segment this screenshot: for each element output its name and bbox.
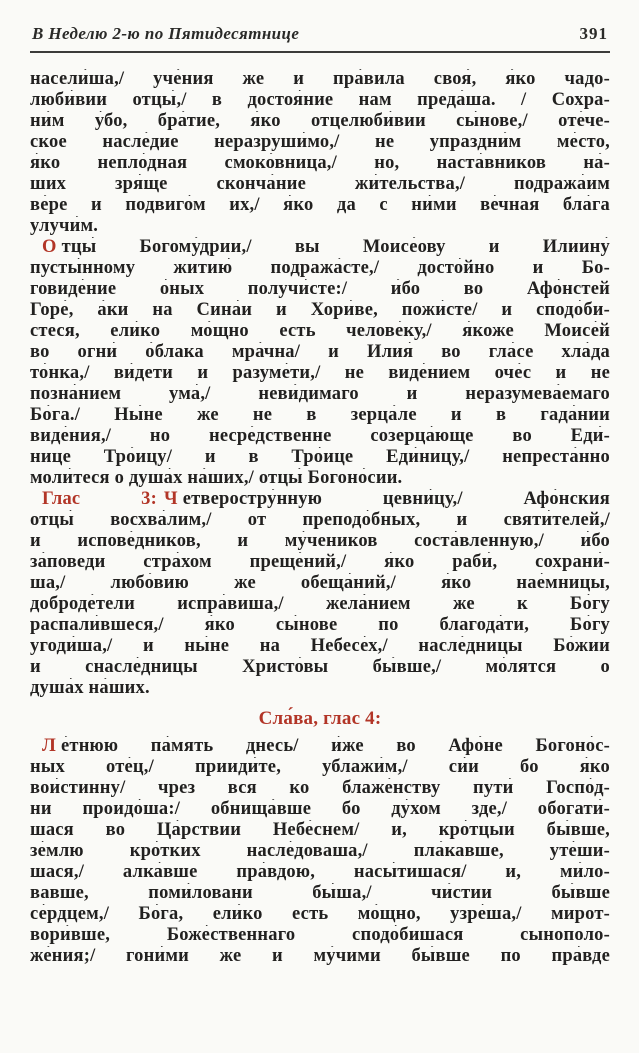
running-head bbox=[30, 24, 610, 44]
text-line: ни проидо́ша:/ обнища́вше бо ду́хом зде,/ обогати́- bbox=[30, 799, 610, 819]
text-line-content: етверостру́нную цевни́цу,/ Афо́нския bbox=[182, 489, 610, 509]
paragraph bbox=[30, 489, 610, 699]
text-line: ших зря́ще сконча́ние жи́тельства,/ подража́им bbox=[30, 174, 610, 194]
text-line: люби́вии отцы́,/ в достоя́ние нам преда́ша. / Сохра- bbox=[30, 90, 610, 110]
initial-letter: Л bbox=[42, 736, 56, 756]
section-heading: Сла́ва, глас 4: bbox=[258, 708, 382, 729]
text-line: нице Тро́ицу/ и в Тро́ице Еди́ницу,/ непреста́нно bbox=[30, 447, 610, 467]
liturgical-text bbox=[30, 69, 610, 967]
text-line: ных оте́ц,/ прииди́те, ублажи́м,/ си́и бо я́ко bbox=[30, 757, 610, 777]
text-line bbox=[30, 489, 610, 510]
text-line: Бо́га./ Ны́не же не в зерца́ле и в гада́нии bbox=[30, 405, 610, 425]
text-line: вори́вше, Боже́ственнаго сподо́бишася сынополо- bbox=[30, 925, 610, 945]
header-rule bbox=[30, 51, 610, 53]
text-line: виде́ния,/ но несре́дственне созерца́юще во Еди́- bbox=[30, 426, 610, 446]
text-line: ша,/ любо́вию же обеща́ний,/ я́ко нае́мницы, bbox=[30, 573, 610, 593]
text-line: шася,/ алка́вше пра́вдою, насы́тишася/ и, ми́ло- bbox=[30, 862, 610, 882]
initial-letter: Ч bbox=[163, 489, 178, 509]
text-line: насели́ша,/ уче́ния же и пра́вила своя́, я́ко чадо- bbox=[30, 69, 610, 89]
text-line: говиде́ние о́ных получи́сте:/ и́бо во Афо́нстей bbox=[30, 279, 610, 299]
text-line-content: е́тнюю па́мять днесь/ и́же во Афо́не Богоно́с- bbox=[61, 736, 610, 756]
text-line: распали́вшеся,/ я́ко сы́нове по благода́ти, Бо́гу bbox=[30, 615, 610, 635]
text-line: ве́ре и подвиго́м их,/ я́ко да с ни́ми ве́чная бла́га bbox=[30, 195, 610, 215]
text-line: и испове́дников, и му́чеников соста́вленную,/ и́бо bbox=[30, 531, 610, 551]
text-line: зе́млю кро́тких насле́доваша,/ пла́кавше, уте́ши- bbox=[30, 841, 610, 861]
text-line: вои́стинну/ чрез вся ко блаже́нству пути́ Госпо́д- bbox=[30, 778, 610, 798]
text-line bbox=[30, 237, 610, 258]
text-line: душа́х на́ших. bbox=[30, 678, 150, 698]
paragraph bbox=[30, 237, 610, 489]
text-line: Горе́, а́ки на Сина́и и Хори́ве, пожи́сте/ и сподо́би- bbox=[30, 300, 610, 320]
text-line: моли́теся о душа́х на́ших,/ отцы́ Богоно́сии. bbox=[30, 468, 403, 488]
page-number: 391 bbox=[579, 24, 608, 43]
text-line: же́ния;/ гони́ми же и му́чими бы́вше по пра́вде bbox=[30, 946, 610, 966]
text-line: отцы́ восхва́лим,/ от преподо́бных, и святи́телей,/ bbox=[30, 510, 610, 530]
paragraph bbox=[30, 69, 610, 237]
text-line: стеся, ели́ко мо́щно есть челове́ку,/ я́коже Моисе́й bbox=[30, 321, 610, 341]
text-line: доброде́тели испра́виша,/ жела́нием же к Бо́гу bbox=[30, 594, 610, 614]
text-line: ское насле́дие неразруши́мо,/ не упраздни́м ме́сто, bbox=[30, 132, 610, 152]
text-line: то́нка,/ ви́дети и разуме́ти,/ не виде́нием оче́с и не bbox=[30, 363, 610, 383]
glas-label: Глас 3: bbox=[42, 489, 157, 509]
running-head-title: В Неделю 2-ю по Пятидесятнице bbox=[32, 24, 300, 43]
text-line: я́ко непло́дная смоко́вница,/ но, наста́вников на́- bbox=[30, 153, 610, 173]
initial-letter: О bbox=[42, 237, 57, 257]
paragraph bbox=[30, 736, 610, 967]
text-line: угоди́ша,/ и ны́не на Небесе́х,/ насле́дницы Бо́жии bbox=[30, 636, 610, 656]
text-line: позна́нием ума́,/ неви́димаго и неразумева́емаго bbox=[30, 384, 610, 404]
text-line: вавше, поми́ловани бы́ша,/ чи́стии бы́вше bbox=[30, 883, 610, 903]
text-line: во огни́ о́блака мра́чна/ и Илия́ во гла́се хла́да bbox=[30, 342, 610, 362]
text-line-content: тцы́ Богому́дрии,/ вы Моисе́ову и Илиину́ bbox=[61, 237, 610, 257]
text-line: ни́м у́бо, бра́тие, я́ко отцелюби́вии сы́нове,/ оте́че- bbox=[30, 111, 610, 131]
text-line: улучи́м. bbox=[30, 216, 99, 236]
text-line: за́поведи стра́хом преще́ний,/ я́ко раби́, сохрани́- bbox=[30, 552, 610, 572]
text-line: шася во Ца́рствии Небе́снем/ и, кро́тцыи бы́вше, bbox=[30, 820, 610, 840]
text-line: пусты́нному житию́ подража́сте,/ досто́йно и Бо- bbox=[30, 258, 610, 278]
text-line: се́рдцем,/ Бо́га, ели́ко есть мо́щно, узре́ша,/ мирот- bbox=[30, 904, 610, 924]
text-line bbox=[30, 736, 610, 757]
text-line: и снасле́дницы Христо́вы бы́вше,/ мо́лятся о bbox=[30, 657, 610, 677]
